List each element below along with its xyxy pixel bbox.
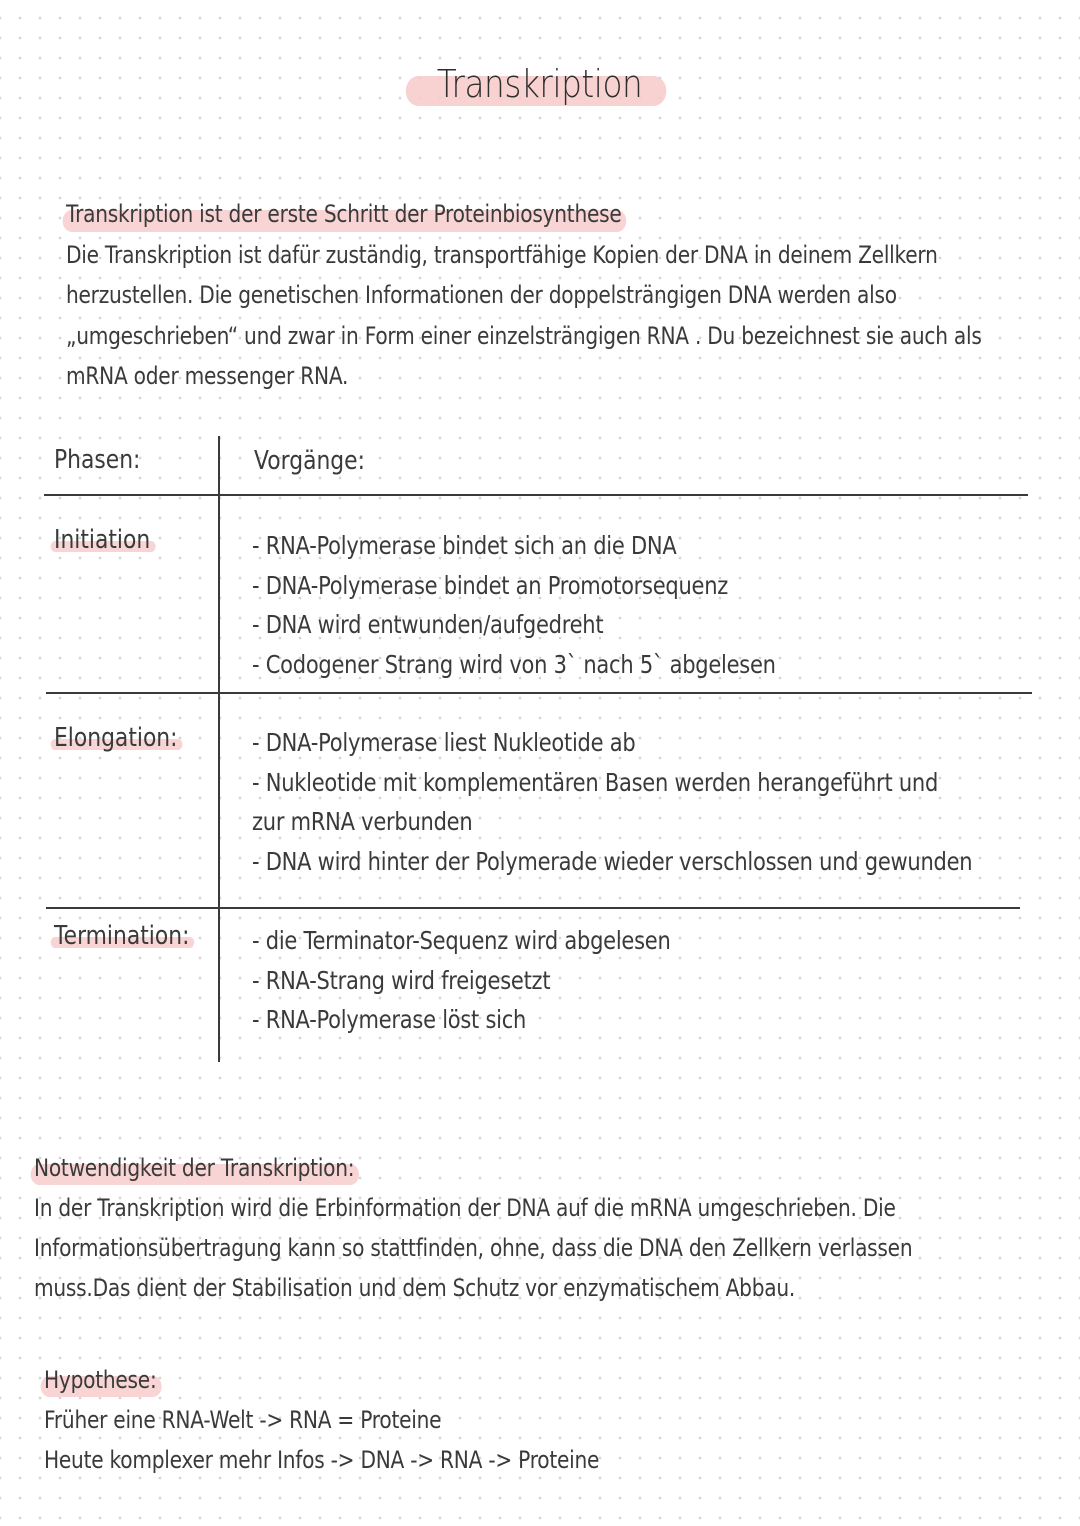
hypothesis-section: [44, 1360, 1074, 1480]
necessity-section: [34, 1148, 1064, 1308]
hypothesis-line: Heute komplexer mehr Infos -> DNA -> RNA -> Proteine: [44, 1446, 600, 1474]
phase-label: Termination:: [54, 921, 190, 951]
table-divider-row: [46, 692, 1032, 694]
table-divider-vertical: [218, 436, 220, 1062]
phase-elongation: [54, 723, 178, 753]
steps-termination: [252, 921, 1080, 1040]
step-item: - Codogener Strang wird von 3` nach 5` abgelesen: [252, 649, 776, 679]
intro-paragraph: [66, 194, 1066, 397]
intro-line: herzustellen. Die genetischen Informationen der doppelsträngigen DNA werden also: [66, 281, 897, 309]
hypothesis-heading: Hypothese:: [44, 1360, 156, 1400]
step-item: zur mRNA verbunden: [252, 807, 473, 837]
table-divider-row: [46, 907, 1020, 909]
step-item: - DNA wird hinter der Polymerade wieder verschlossen und gewunden: [252, 846, 973, 876]
step-item: - die Terminator-Sequenz wird abgelesen: [252, 926, 671, 955]
step-item: - RNA-Polymerase bindet sich an die DNA: [252, 531, 677, 560]
title-area: [0, 58, 1080, 110]
intro-line: „umgeschrieben“ und zwar in Form einer einzelsträngigen RNA . Du bezeichnest sie auch als: [66, 321, 982, 350]
step-item: - DNA wird entwunden/aufgedreht: [252, 610, 604, 640]
hypothesis-line: Früher eine RNA-Welt -> RNA = Proteine: [44, 1406, 442, 1434]
phase-label: Elongation:: [54, 723, 178, 753]
step-item: - DNA-Polymerase bindet an Promotorsequenz: [252, 570, 729, 600]
necessity-heading-line: [34, 1148, 899, 1188]
steps-initiation: [252, 526, 1080, 684]
step-item: - DNA-Polymerase liest Nukleotide ab: [252, 728, 636, 757]
intro-lead-line: [66, 194, 906, 235]
phase-initiation: [54, 525, 150, 555]
step-item: - Nukleotide mit komplementären Basen werden herangeführt und: [252, 767, 939, 797]
page-title: Transkription: [422, 58, 659, 110]
phase-termination: [54, 921, 189, 951]
necessity-line: muss.Das dient der Stabilisation und dem Schutz vor enzymatischem Abbau.: [34, 1274, 796, 1302]
step-item: - RNA-Strang wird freigesetzt: [252, 965, 551, 995]
intro-lead: Transkription ist der erste Schritt der Proteinbiosynthese: [66, 194, 622, 235]
intro-line: Die Transkription ist dafür zuständig, transportfähige Kopien der DNA in deinem Zellkern: [66, 240, 938, 269]
header-phases: Phasen:: [54, 445, 141, 475]
necessity-line: Informationsübertragung kann so stattfinden, ohne, dass die DNA den Zellkern verlassen: [34, 1234, 913, 1262]
table-divider-header: [44, 494, 1028, 496]
step-item: - RNA-Polymerase löst sich: [252, 1005, 527, 1035]
necessity-heading: Notwendigkeit der Transkription:: [34, 1148, 354, 1188]
phase-label: Initiation: [54, 525, 151, 555]
steps-elongation: [252, 723, 1080, 881]
header-processes: Vorgänge:: [254, 446, 365, 476]
phases-table: [44, 436, 1034, 1062]
necessity-line: In der Transkription wird die Erbinformation der DNA auf die mRNA umgeschrieben. Die: [34, 1194, 896, 1222]
intro-line: mRNA oder messenger RNA.: [66, 362, 349, 390]
hypothesis-heading-line: [44, 1360, 909, 1400]
